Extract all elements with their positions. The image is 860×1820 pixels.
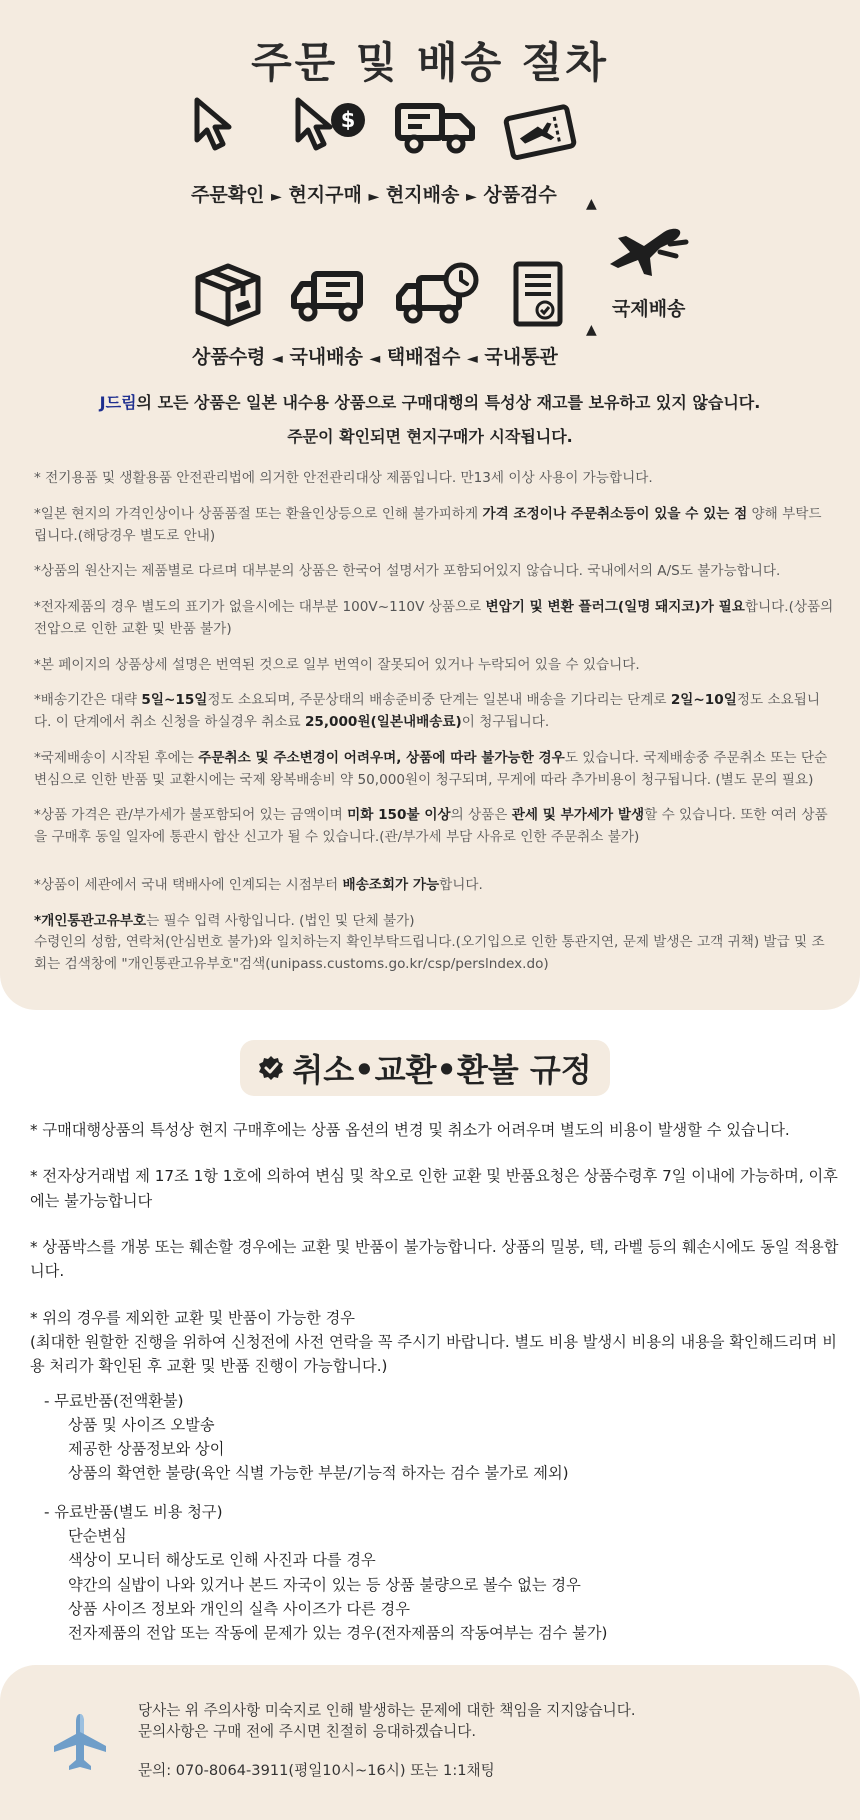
paid-return-title: - 유료반품(별도 비용 청구)	[44, 1502, 223, 1521]
intl-step-label: 국제배송	[612, 298, 686, 320]
footer-text	[138, 1700, 838, 1781]
brand-name: J드림	[99, 393, 137, 412]
policy-title-badge	[240, 1040, 610, 1096]
arrow-left-icon: ◄	[369, 351, 381, 367]
free-return-title: - 무료반품(전액환불)	[44, 1391, 184, 1410]
up-arrow-icon: ▲	[586, 322, 597, 338]
policy-item: * 전자상거래법 제 17조 1항 1호에 의하여 변심 및 착오로 인한 교환 및 반품요청은 상품수령후 7일 이내에 가능하며, 이후에는 불가능합니다	[30, 1167, 838, 1210]
paid-return-item: 단순변심	[68, 1527, 127, 1546]
policy-item: * 구매대행상품의 특성상 현지 구매후에는 상품 옵션의 변경 및 취소가 어려우며 별도의 비용이 발생할 수 있습니다.	[30, 1121, 790, 1139]
arrow-right-icon: ►	[271, 189, 282, 205]
note-item: * 전기용품 및 생활용품 안전관리법에 의거한 안전관리대상 제품입니다. 만13세 이상 사용이 가능합니다.	[34, 470, 653, 486]
svg-text:$: $	[340, 108, 356, 132]
paid-return-item: 전자제품의 전압 또는 작동에 문제가 있는 경우(전자제품의 작동여부는 검수 불가)	[68, 1624, 608, 1643]
note-item: *일본 현지의 가격인상이나 상품품절 또는 환율인상등으로 인해 불가피하게 가격 조정이나 주문취소등이 있을 수 있는 점 양해 부탁드립니다.(해당경우 별도로 안내)	[34, 505, 822, 544]
arrow-left-icon: ◄	[466, 351, 478, 367]
note-item: *상품의 원산지는 제품별로 다르며 대부분의 상품은 한국어 설명서가 포함되어있지 않습니다. 국내에서의 A/S도 불가능합니다.	[34, 563, 781, 580]
paid-return-item: 상품 사이즈 정보와 개인의 실측 사이즈가 다른 경우	[68, 1600, 410, 1618]
paid-return-item: 색상이 모니터 해상도로 인해 사진과 다를 경우	[68, 1551, 376, 1570]
cursor-dollar-icon	[290, 96, 370, 156]
paid-return-item: 약간의 실밥이 나와 있거나 본드 자국이 있는 등 상품 불량으로 볼수 없는 경우	[68, 1575, 581, 1594]
policy-item: * 상품박스를 개봉 또는 훼손할 경우에는 교환 및 반품이 불가능합니다. 상품의 밀봉, 텍, 라벨 등의 훼손시에도 동일 적용합니다.	[30, 1237, 839, 1281]
step-label: 상품수령	[192, 346, 266, 368]
arrow-left-icon: ◄	[272, 351, 283, 367]
verified-check-icon	[258, 1055, 284, 1081]
delivery-truck-icon	[290, 268, 374, 324]
free-return-item: 제공한 상품정보와 상이	[68, 1440, 225, 1459]
note-item: *상품 가격은 관/부가세가 불포함되어 있는 금액이며 미화 150불 이상의 상품은 관세 및 부가세가 발생할 수 있습니다. 또한 여러 상품을 구매후 동일 일자에 통관시 합산 신고가 될 수 있습니다.(관/부가세 부담 사유로 인한 주문취소 불가)	[34, 807, 828, 845]
note-item: *개인통관고유부호는 필수 입력 사항입니다. (법인 및 단체 불가) 수령인의 성함, 연락처(안심번호 불가)와 일치하는지 확인부탁드립니다.(오기입으로 인한 통관지연, 문제 발생은 고객 귀책) 발급 및 조회는 검색창에 "개인통관고유부호"검색(unipass.customs.go.kr/csp/perslndex.do)	[34, 912, 825, 972]
package-box-icon	[190, 262, 266, 328]
arrow-right-icon: ►	[465, 189, 477, 205]
step-label: 국내배송	[289, 346, 363, 368]
disclaimer-line: 당사는 위 주의사항 미숙지로 인해 발생하는 문제에 대한 책임을 지지않습니다.	[138, 1702, 636, 1719]
up-arrow-icon: ▲	[586, 196, 597, 212]
stock-notice	[0, 390, 860, 413]
purchase-notice: 주문이 확인되면 현지구매가 시작됩니다.	[287, 427, 573, 446]
flight-ticket-icon	[503, 104, 579, 160]
cursor-icon	[185, 96, 245, 154]
free-return-item: 상품 및 사이즈 오발송	[68, 1415, 215, 1434]
bottom-steps-row	[192, 342, 558, 369]
process-title: 주문 및 배송 절차	[251, 38, 609, 87]
delivery-truck-icon	[393, 100, 479, 156]
free-return-item: 상품의 확연한 불량(육안 식별 가능한 부분/기능적 하자는 검수 불가로 제외)	[68, 1464, 569, 1483]
note-item: *상품이 세관에서 국내 택배사에 인계되는 시점부터 배송조회가 가능합니다.	[34, 876, 483, 893]
step-label: 현지배송	[385, 184, 460, 206]
stock-notice-text: 의 모든 상품은 일본 내수용 상품으로 구매대행의 특성상 재고를 보유하고 있지 않습니다.	[136, 393, 761, 412]
step-label: 국내통관	[484, 346, 558, 368]
step-label: 현지구매	[288, 184, 362, 206]
airplane-icon	[50, 1712, 110, 1776]
note-item: *전자제품의 경우 별도의 표기가 없을시에는 대부분 100V~110V 상품으로 변압기 및 변환 플러그(일명 돼지코)가 필요합니다.(상품의 전압으로 인한 교환 및 반품 불가)	[34, 599, 834, 637]
step-label: 상품검수	[483, 184, 557, 206]
note-item: *본 페이지의 상품상세 설명은 번역된 것으로 일부 번역이 잘못되어 있거나 누락되어 있을 수 있습니다.	[34, 656, 640, 673]
policy-title: 취소•교환•환불 규정	[292, 1051, 592, 1089]
inquiry-line: 문의사항은 구매 전에 주시면 친절히 응대하겠습니다.	[138, 1723, 476, 1741]
contact-info: 문의: 070-8064-3911(평일10시~16시) 또는 1:1채팅	[138, 1762, 495, 1780]
step-label: 주문확인	[191, 184, 265, 206]
arrow-right-icon: ►	[368, 189, 380, 205]
policy-item: * 위의 경우를 제외한 교환 및 반품이 가능한 경우	[30, 1308, 355, 1327]
policy-item-note: (최대한 원할한 진행을 위하여 신청전에 사전 연락을 꼭 주시기 바랍니다. 별도 비용 발생시 비용의 내용을 확인해드리며 비용 처리가 확인된 후 교환 및 반품 진행이 가능합니다.)	[30, 1332, 837, 1376]
top-steps-row	[191, 180, 557, 207]
step-label: 택배접수	[386, 346, 461, 368]
note-item: *국제배송이 시작된 후에는 주문취소 및 주소변경이 어려우며, 상품에 따라 불가능한 경우도 있습니다. 국제배송중 주문취소 또는 단순변심으로 인한 반품 및 교환시에는 국제 왕복배송비 약 50,000원이 청구되며, 무게에 따라 추가비용이 청구됩니다. (별도 문의 필요)	[34, 749, 828, 788]
airplane-icon	[604, 222, 690, 278]
policy-list	[30, 1118, 840, 1646]
truck-clock-icon	[395, 262, 479, 324]
notes-list	[34, 468, 834, 990]
checklist-icon	[510, 260, 566, 328]
note-item: *배송기간은 대략 5일~15일정도 소요되며, 주문상태의 배송준비중 단계는 일본내 배송을 기다리는 단계로 2일~10일정도 소요됩니다. 이 단계에서 취소 신청을 하실경우 취소료 25,000원(일본내배송료)이 청구됩니다.	[34, 692, 820, 730]
